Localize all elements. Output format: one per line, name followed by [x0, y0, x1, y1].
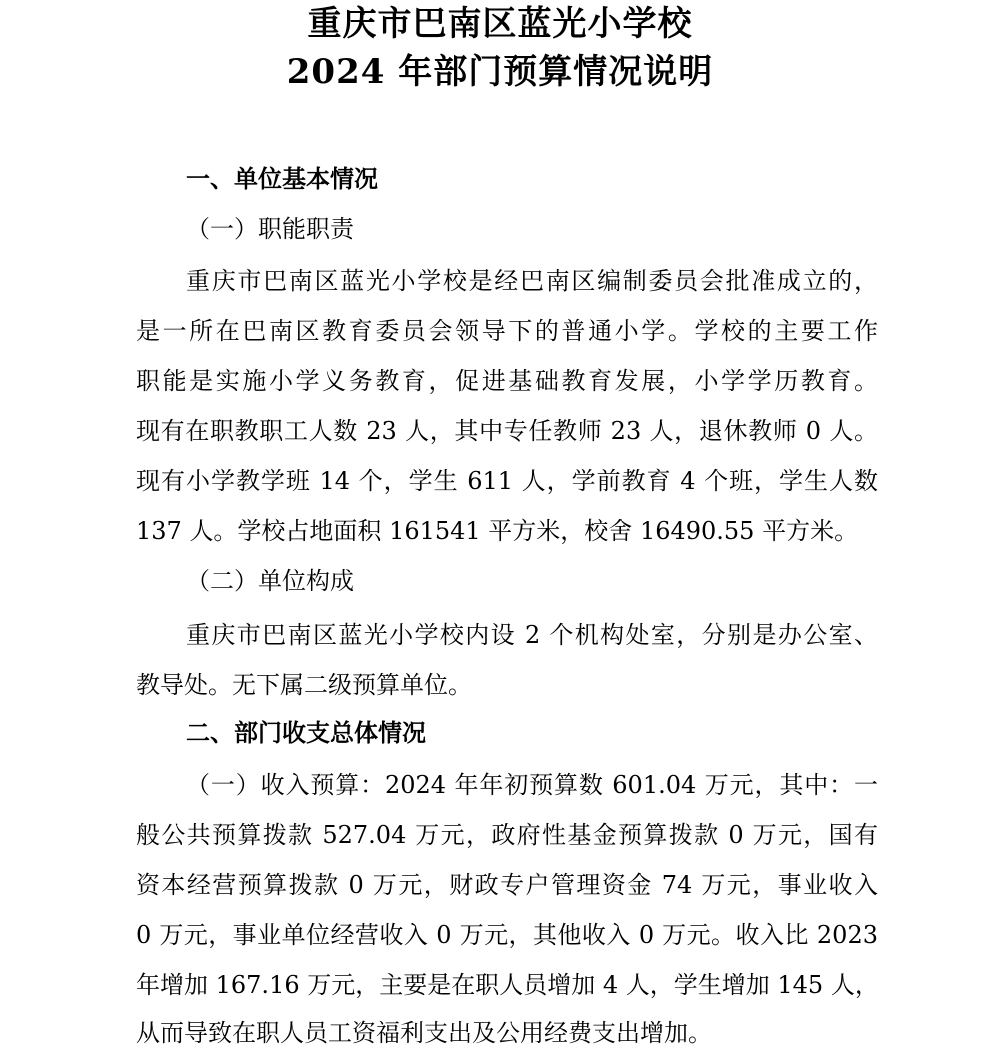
paragraph-line: 职能是实施小学义务教育，促进基础教育发展，小学学历教育。 — [136, 367, 878, 395]
paragraph-line: 0 万元，事业单位经营收入 0 万元，其他收入 0 万元。收入比 2023 — [136, 921, 878, 949]
section-2-heading: 二、部门收支总体情况 — [186, 718, 426, 747]
paragraph-line: 现有在职教职工人数 23 人，其中专任教师 23 人，退休教师 0 人。 — [136, 417, 878, 445]
subsection-1-2-heading: （二）单位构成 — [186, 567, 354, 595]
paragraph-line: 重庆市巴南区蓝光小学校内设 2 个机构处室，分别是办公室、 — [186, 621, 878, 649]
paragraph-line: 现有小学教学班 14 个，学生 611 人，学前教育 4 个班，学生人数 — [136, 467, 878, 495]
paragraph-line: 是一所在巴南区教育委员会领导下的普通小学。学校的主要工作 — [136, 317, 878, 345]
section-1-heading: 一、单位基本情况 — [186, 164, 378, 193]
document-title-line-1: 重庆市巴南区蓝光小学校 — [307, 4, 693, 44]
paragraph-line: 般公共预算拨款 527.04 万元，政府性基金预算拨款 0 万元，国有 — [136, 821, 878, 849]
paragraph-line: 137 人。学校占地面积 161541 平方米，校舍 16490.55 平方米。 — [136, 517, 859, 545]
paragraph-line: 从而导致在职人员工资福利支出及公用经费支出增加。 — [136, 1019, 712, 1047]
paragraph-line: 年增加 167.16 万元，主要是在职人员增加 4 人，学生增加 145 人， — [136, 971, 879, 999]
subsection-1-1-heading: （一）职能职责 — [186, 215, 354, 243]
paragraph-line: 教导处。无下属二级预算单位。 — [136, 671, 472, 699]
paragraph-line: 重庆市巴南区蓝光小学校是经巴南区编制委员会批准成立的， — [186, 267, 878, 295]
paragraph-line: 资本经营预算拨款 0 万元，财政专户管理资金 74 万元，事业收入 — [136, 871, 878, 899]
paragraph-line: （一）收入预算：2024 年年初预算数 601.04 万元，其中：一 — [186, 771, 878, 799]
document-title-line-2: 2024 年部门预算情况说明 — [286, 52, 714, 92]
